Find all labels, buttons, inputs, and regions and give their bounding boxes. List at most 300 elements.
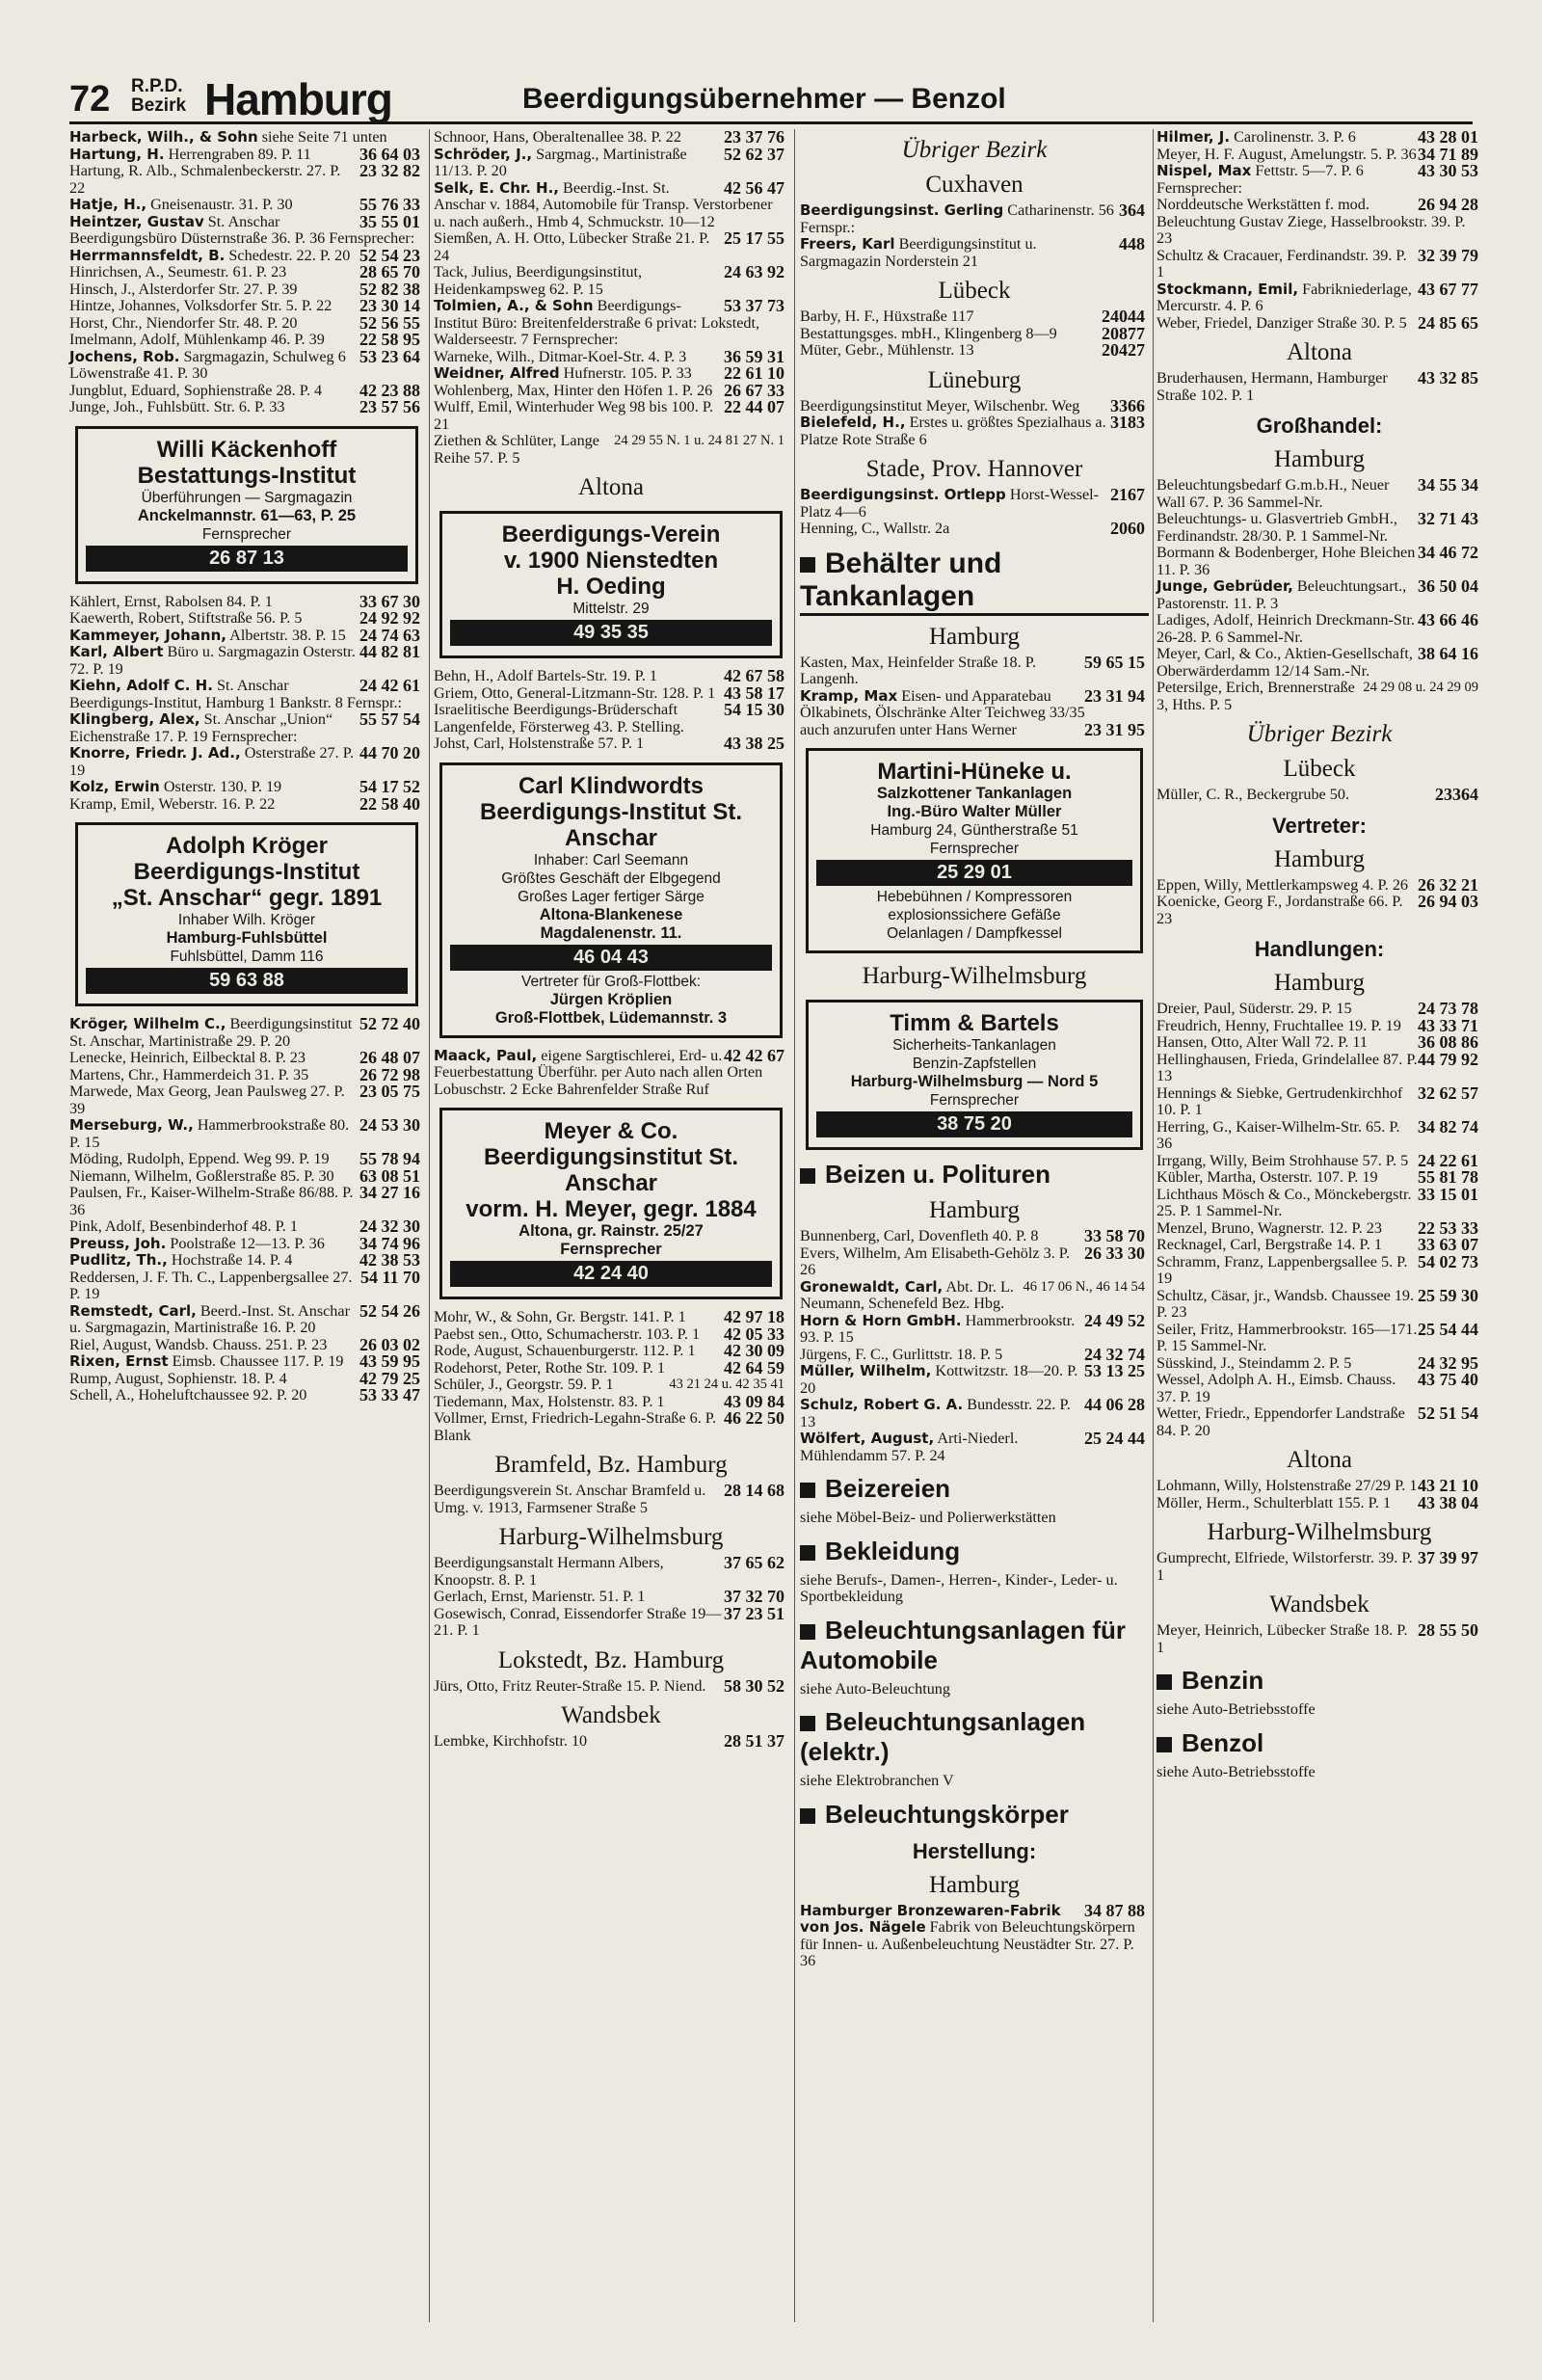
listing-entry (69, 1252, 424, 1270)
place-heading: Lübeck (1283, 756, 1356, 782)
category-heading: Behälter und Tankanlagen (800, 548, 1149, 616)
phone-number: 24 22 61 (1418, 1150, 1478, 1170)
place-heading: Hamburg (929, 623, 1020, 650)
listing-name: Knorre, Friedr. J. Ad., (69, 744, 241, 762)
ad-line: 25 29 01 (816, 860, 1132, 886)
listing-name: Freers, Karl (800, 235, 895, 253)
listing-name: Kolz, Erwin (69, 778, 160, 795)
listing-name: Horn & Horn GmbH. (800, 1311, 962, 1329)
phone-number: 23 31 95 (1084, 719, 1145, 739)
listing-text: Wessel, Adolph A. H., Eimsb. Chauss. 37. P. 19 (1156, 1371, 1396, 1405)
listing-entry (434, 230, 788, 264)
ad-line: Hamburg 24, Güntherstraße 51 (870, 822, 1078, 839)
listing-entry (1156, 1622, 1482, 1656)
listing-name: Harbeck, Wilh., & Sohn (69, 128, 258, 146)
ad-line: H. Oeding (556, 574, 666, 600)
listing-entry (434, 399, 788, 433)
phone-number: 20427 (1102, 340, 1145, 360)
city-name: Hamburg (204, 74, 392, 124)
listing-text: Tack, Julius, Beerdigungsinstitut, Heidenkampsweg 62. P. 15 (434, 263, 643, 298)
listing-entry (1156, 245, 1482, 281)
listing-text: Seiler, Fritz, Hammerbrookstr. 165—171. P. 15 Sammel-Nr. (1156, 1320, 1418, 1354)
listing-text: Beerdigungsanstalt Hermann Albers, Knoopstr. 8. P. 1 (434, 1554, 664, 1589)
listing-text: Siemßen, A. H. Otto, Lübecker Straße 21. P. 24 (434, 229, 710, 264)
phone-number: 52 51 54 (1418, 1404, 1478, 1423)
listing-text: Gumprecht, Elfriede, Wilstorferstr. 39. P. 1 (1156, 1549, 1413, 1584)
listing-text: Reddersen, J. F. Th. C., Lappenbergsallee 27. P. 19 (69, 1268, 353, 1302)
listing-name: Hilmer, J. (1156, 128, 1231, 146)
ad-line: Altona, gr. Rainstr. 25/27 (518, 1222, 704, 1240)
phone-number: 26 72 98 (359, 1064, 420, 1084)
listing-text: Kübler, Martha, Osterstr. 107. P. 19 (1156, 1168, 1378, 1186)
listing-entry (1156, 612, 1482, 646)
listing-entry (1156, 1034, 1482, 1052)
listing-entry (800, 308, 1149, 326)
listing-entry (800, 342, 1149, 360)
listing-name: Merseburg, W., (69, 1116, 194, 1134)
listing-text: Abt. Dr. L. Neumann, Schenefeld Bez. Hbg. (800, 1277, 1014, 1312)
column-divider (429, 129, 430, 2322)
listing-entry (1156, 1251, 1482, 1288)
phone-number: 43 58 17 (724, 682, 784, 703)
listing-text: Barby, H. F., Hüxstraße 117 (800, 308, 974, 325)
listing-text: Israelitische Beerdigungs-Brüderschaft Langenfelde, Försterweg 43. P. Stelling. (434, 701, 684, 735)
listing-entry (69, 1151, 424, 1168)
listing-entry (69, 1117, 424, 1151)
phone-number: 42 79 25 (359, 1368, 420, 1388)
listing-entry (800, 1431, 1149, 1464)
phone-number: 32 62 57 (1418, 1083, 1478, 1103)
phone-number: 23364 (1435, 785, 1478, 804)
listing-entry (800, 1397, 1149, 1431)
column-3 (800, 129, 1149, 2322)
phone-number: 22 58 40 (359, 793, 420, 814)
listing-entry (800, 414, 1149, 448)
listing-text: Horst-Wessel-Platz 4—6 (800, 486, 1100, 521)
ad-line: Überführungen — Sargmagazin (141, 489, 353, 506)
ad-line: Jürgen Kröplien (549, 990, 673, 1008)
see-reference: siehe Möbel-Beiz- und Polierwerkstätten (800, 1509, 1056, 1526)
listing-text: Menzel, Bruno, Wagnerstr. 12. P. 23 (1156, 1218, 1382, 1237)
listing-text: auch anzurufen unter Hans Werner (800, 720, 1017, 738)
phone-number: 42 64 59 (724, 1357, 784, 1377)
listing-name: Maack, Paul, (434, 1046, 538, 1064)
phone-number: 3183 (1110, 413, 1145, 432)
listing-text: Behn, H., Adolf Bartels-Str. 19. P. 1 (434, 667, 658, 684)
ad-line: Harburg-Wilhelmsburg — Nord 5 (850, 1073, 1099, 1090)
listing-text: Wohlenberg, Max, Hinter den Höfen 1. P. 26 (434, 381, 713, 399)
listing-text: Hinsch, J., Alsterdorfer Str. 27. P. 39 (69, 280, 298, 298)
phone-number: 25 54 44 (1418, 1319, 1478, 1339)
listing-text: Herrengraben 89. P. 11 (168, 145, 311, 163)
listing-entry (434, 129, 788, 147)
ad-line: Salzkottener Tankanlagen (876, 785, 1073, 802)
place-heading: Altona (577, 474, 645, 500)
phone-number: 25 17 55 (724, 228, 784, 248)
ad-line: 59 63 88 (86, 968, 408, 994)
listing-entry (434, 264, 788, 298)
place-heading: Cuxhaven (925, 172, 1024, 198)
listing-text: Schultz, Cäsar, jr., Wandsb. Chaussee 19. P. 23 (1156, 1286, 1415, 1321)
phone-number: 26 32 21 (1418, 874, 1478, 895)
listing-text: Wulff, Emil, Winterhuder Weg 98 bis 100. P. 21 (434, 398, 714, 433)
listing-name: Rixen, Ernst (69, 1352, 169, 1370)
phone-number: 43 67 77 (1418, 279, 1478, 299)
phone-number: 33 63 07 (1418, 1235, 1478, 1254)
listing-entry (800, 323, 1149, 343)
phone-number: 37 39 97 (1418, 1548, 1478, 1567)
listing-text: Beleuchtungs- u. Glasvertrieb GmbH., Ferdinandstr. 28/30. P. 1 Sammel-Nr. (1156, 510, 1397, 545)
phone-number: 23 57 56 (359, 397, 420, 416)
listing-text: Fettstr. 5—7. P. 6 Fernsprecher: (1156, 162, 1364, 197)
phone-number: 24 32 74 (1084, 1344, 1145, 1364)
listing-text: Poolstraße 12—13. P. 36 (170, 1234, 325, 1252)
listing-text: Bruderhausen, Hermann, Hamburger Straße 102. P. 1 (1156, 369, 1388, 404)
phone-number: 23 37 76 (724, 127, 784, 147)
phone-number: 32 71 43 (1418, 509, 1478, 528)
listing-name: Wölfert, August, (800, 1430, 935, 1447)
column-divider (794, 129, 795, 2322)
listing-text: Meyer, Carl, & Co., Aktien-Gesellschaft, Oberwärderdamm 12/14 Sam.-Nr. (1156, 645, 1413, 680)
phone-number: 20877 (1102, 323, 1145, 343)
listing-entry (800, 1310, 1149, 1347)
listing-entry (1156, 197, 1482, 248)
listing-entry (69, 163, 424, 197)
listing-entry (434, 1357, 788, 1377)
listing-text: Hufnerstr. 105. P. 33 (563, 364, 692, 382)
ad-line: vorm. H. Meyer, gegr. 1884 (465, 1196, 757, 1222)
listing-entry (434, 1555, 788, 1589)
phone-number: 28 55 50 (1418, 1620, 1478, 1640)
ad-line: Benzin-Zapfstellen (912, 1056, 1037, 1072)
phone-number: 26 33 30 (1084, 1243, 1145, 1263)
listing-entry (1156, 787, 1482, 804)
listing-text: Eppen, Willy, Mettlerkampsweg 4. P. 26 (1156, 875, 1409, 894)
category-heading: Benzol (1156, 1728, 1482, 1758)
listing-text: Beleuchtungsart., Pastorenstr. 11. P. 3 (1156, 577, 1407, 612)
listing-text: Imelmann, Adolf, Mühlenkamp 46. P. 39 (69, 331, 325, 348)
listing-text: Jürgens, F. C., Gurlittstr. 18. P. 5 (800, 1345, 1003, 1363)
listing-text: Meyer, H. F. August, Amelungstr. 5. P. 36 (1156, 145, 1417, 163)
phone-number: 54 15 30 (724, 700, 784, 719)
listing-text: Fabrik von Beleuchtungskörpern für Innen- u. Außenbeleuchtung Neustädter Str. 27. P. 36 (800, 1918, 1135, 1969)
listing-entry (800, 202, 1149, 236)
listing-text: Müter, Gebr., Mühlenstr. 13 (800, 341, 974, 359)
listing-entry (1156, 1116, 1482, 1153)
listing-text: Petersilge, Erich, Brennerstraße 3, Hths. P. 5 (1156, 679, 1355, 713)
phone-number: 42 67 58 (724, 666, 784, 685)
listing-entry (69, 1387, 424, 1404)
phone-number: 52 72 40 (359, 1014, 420, 1033)
listing-text: Sargmag., Martinistraße 11/13. P. 20 (434, 145, 687, 179)
listing-name: Jochens, Rob. (69, 347, 180, 365)
phone-number: 26 94 03 (1418, 892, 1478, 911)
listing-name: Remstedt, Carl, (69, 1301, 197, 1320)
listing-entry (69, 711, 424, 745)
region-label: R.P.D. Bezirk (131, 76, 187, 116)
listing-text: Hansen, Otto, Alter Wall 72. P. 11 (1156, 1033, 1369, 1051)
ad-line: Timm & Bartels (890, 1010, 1059, 1036)
listing-entry (69, 298, 424, 315)
listing-text: Schramm, Franz, Lappenbergsallee 5. P. 19 (1156, 1252, 1408, 1287)
category-heading: Benzin (1156, 1666, 1482, 1696)
listing-entry (1156, 1478, 1482, 1495)
phone-number: 26 48 07 (359, 1048, 420, 1067)
phone-number: 44 06 28 (1084, 1395, 1145, 1414)
place-heading: Lüneburg (927, 366, 1022, 393)
ad-line: Carl Klindwordts (518, 772, 704, 799)
ad-line: Groß-Flottbek, Lüdemannstr. 3 (494, 1008, 728, 1027)
phone-number: 25 59 30 (1418, 1285, 1478, 1305)
place-heading: Harburg-Wilhelmsburg (862, 963, 1087, 989)
phone-number: 54 02 73 (1418, 1251, 1478, 1271)
phone-number: 3366 (1110, 395, 1145, 415)
phone-number: 55 57 54 (359, 709, 420, 729)
phone-number: 33 15 01 (1418, 1184, 1478, 1204)
listing-entry (800, 685, 1149, 722)
listing-entry (1156, 477, 1482, 511)
column-divider (1153, 129, 1154, 2322)
listing-entry (1156, 1372, 1482, 1405)
ad-line: Willi Käckenhoff (156, 436, 337, 463)
section-heading: Großhandel: (1256, 414, 1383, 438)
ad-line: Martini-Hüneke u. (877, 759, 1072, 785)
listing-text: Warneke, Wilh., Ditmar-Koel-Str. 4. P. 3 (434, 347, 687, 365)
listing-text: Kramp, Emil, Weberstr. 16. P. 22 (69, 794, 276, 813)
phone-number: 33 67 30 (359, 591, 420, 611)
ad-line: 38 75 20 (816, 1111, 1132, 1137)
ad-line: Fernsprecher (560, 1241, 662, 1258)
place-heading: Stade, Prov. Hannover (865, 456, 1083, 482)
ad-line: Inhaber: Carl Seemann (533, 851, 689, 869)
place-heading: Hamburg (1274, 970, 1365, 996)
listing-name: Karl, Albert (69, 643, 164, 660)
listing-entry (1156, 163, 1482, 197)
phone-number: 24 73 78 (1418, 999, 1478, 1018)
phone-number: 43 66 46 (1418, 610, 1478, 629)
ad-line: 42 24 40 (450, 1261, 772, 1287)
phone-number: 43 32 85 (1418, 368, 1478, 388)
listing-entry (434, 735, 788, 753)
listing-entry (1156, 1184, 1482, 1220)
phone-number: 24 92 92 (359, 608, 420, 628)
listing-entry (434, 298, 788, 349)
ad-line: Fernsprecher (201, 525, 292, 543)
listing-text: Büro u. Sargmagazin Osterstr. 72. P. 19 (69, 643, 356, 678)
listing-text: Rodehorst, Peter, Rothe Str. 109. P. 1 (434, 1358, 665, 1377)
listing-entry (800, 395, 1149, 415)
listing-name: Pudlitz, Th., (69, 1251, 168, 1269)
listing-entry (800, 719, 1149, 739)
phone-number: 36 64 03 (359, 144, 420, 164)
phone-number: 55 76 33 (359, 195, 420, 214)
ad-line: Anckelmannstr. 61—63, P. 25 (137, 506, 357, 524)
listing-entry (434, 1343, 788, 1360)
ad-line: Adolph Kröger (166, 833, 328, 859)
phone-number: 55 81 78 (1418, 1167, 1478, 1187)
listing-name: Beerdigungsinst. Gerling (800, 201, 1004, 219)
listing-text: siehe Seite 71 unten (261, 128, 387, 146)
listing-text: Eisen- und Apparatebau Ölkabinets, Ölschränke Alter Teichweg 33/35 (800, 686, 1085, 721)
ad-line: „St. Anschar“ gegr. 1891 (111, 885, 383, 911)
listing-entry (1156, 1237, 1482, 1254)
listing-text: Hinrichsen, A., Seumestr. 61. P. 23 (69, 263, 287, 281)
place-heading: Altona (1286, 1447, 1353, 1473)
listing-entry (69, 197, 424, 214)
phone-number: 2060 (1110, 519, 1145, 538)
listing-text: Weber, Friedel, Danziger Straße 30. P. 5 (1156, 313, 1407, 332)
listing-text: Gerlach, Ernst, Marienstr. 51. P. 1 (434, 1588, 646, 1605)
phone-number: 24 29 55 N. 1 u. 24 81 27 N. 1 (614, 433, 784, 448)
listing-text: Osterstr. 130. P. 19 (163, 778, 282, 795)
listing-entry (1156, 680, 1482, 713)
listing-entry (69, 793, 424, 814)
listing-entry (1156, 1285, 1482, 1322)
listing-text: Kählert, Ernst, Rabolsen 84. P. 1 (69, 592, 273, 610)
listing-entry (800, 1900, 1149, 1970)
phone-number: 53 33 47 (359, 1385, 420, 1404)
phone-number: 28 51 37 (724, 1731, 784, 1751)
phone-number: 23 31 94 (1084, 685, 1145, 706)
phone-number: 34 55 34 (1418, 475, 1478, 495)
phone-number: 23 30 14 (359, 296, 420, 315)
listing-text: Müller, C. R., Beckergrube 50. (1156, 786, 1350, 803)
phone-number: 37 32 70 (724, 1587, 784, 1606)
phone-number: 22 44 07 (724, 397, 784, 416)
listing-entry (1156, 894, 1482, 927)
phone-number: 42 97 18 (724, 1307, 784, 1326)
category-heading: Beleuchtungsanlagen (elektr.) (800, 1707, 1149, 1767)
phone-number: 22 53 33 (1418, 1217, 1478, 1238)
phone-number: 53 37 73 (724, 296, 784, 315)
listing-text: Paebst sen., Otto, Schumacherstr. 103. P. 1 (434, 1324, 701, 1343)
place-heading: Harburg-Wilhelmsburg (498, 1524, 724, 1550)
listing-entry (1156, 646, 1482, 680)
listing-name: Schröder, J., (434, 145, 533, 163)
listing-text: Pink, Adolf, Besenbinderhof 48. P. 1 (69, 1217, 298, 1235)
phone-number: 34 27 16 (359, 1183, 420, 1202)
listing-entry (69, 211, 424, 248)
phone-number: 24 32 95 (1418, 1352, 1478, 1373)
phone-number: 26 03 02 (359, 1334, 420, 1354)
phone-number: 43 38 04 (1418, 1492, 1478, 1512)
phone-number: 24 74 63 (359, 625, 420, 645)
page-header (69, 75, 1473, 125)
listing-entry (1156, 578, 1482, 612)
phone-number: 448 (1119, 234, 1145, 254)
ad-line: Größtes Geschäft der Elbgegend (501, 869, 721, 887)
listing-name: Hamburger Bronzewaren-Fabrik von Jos. Nägele (800, 1901, 1061, 1936)
listing-name: Schulz, Robert G. A. (800, 1396, 964, 1413)
ad-line: Oelanlagen / Dampfkessel (887, 925, 1062, 942)
phone-number: 43 59 95 (359, 1351, 420, 1371)
listing-text: Vollmer, Ernst, Friedrich-Legahn-Straße 6. P. Blank (434, 1409, 717, 1444)
listing-name: Kiehn, Adolf C. H. (69, 677, 213, 694)
phone-number: 42 38 53 (359, 1250, 420, 1270)
phone-number: 44 82 81 (359, 642, 420, 661)
listing-text: Koenicke, Georg F., Jordanstraße 66. P. 23 (1156, 893, 1403, 927)
listing-text: Mohr, W., & Sohn, Gr. Bergstr. 141. P. 1 (434, 1308, 686, 1325)
listing-text: Hammerbrookstr. 93. P. 15 (800, 1311, 1076, 1346)
column-4 (1156, 129, 1482, 2322)
listing-text: Beerdig.-Inst. St. Anschar v. 1884, Automobile für Transp. Verstorbener u. nach außerh., Hmb 4, Schmuckstr. 10—12 (434, 178, 773, 230)
phone-number: 26 67 33 (724, 380, 784, 400)
ad-line: Inhaber Wilh. Kröger (177, 912, 316, 928)
ad-line: Großes Lager fertiger Särge (518, 888, 705, 905)
listing-entry (434, 1410, 788, 1444)
ad-line: Hebebühnen / Kompressoren (876, 889, 1073, 905)
phone-number: 24 42 61 (359, 676, 420, 695)
phone-number: 2167 (1110, 485, 1145, 504)
listing-entry (69, 399, 424, 416)
ad-line: Mittelstr. 29 (572, 601, 650, 617)
phone-number: 24 32 30 (359, 1217, 420, 1236)
listing-entry (434, 668, 788, 685)
phone-number: 22 61 10 (724, 363, 784, 383)
header-rule (69, 121, 1473, 124)
listing-entry (800, 652, 1149, 688)
listing-entry (800, 236, 1149, 270)
column-2 (434, 129, 788, 2322)
listing-text: Recknagel, Carl, Bergstraße 14. P. 1 (1156, 1236, 1382, 1253)
phone-number: 33 58 70 (1084, 1226, 1145, 1245)
ad-line: Vertreter für Groß-Flottbek: (520, 973, 702, 990)
ad-line: Meyer & Co. (544, 1118, 678, 1144)
place-heading: Wandsbek (561, 1702, 661, 1728)
phone-number: 52 56 55 (359, 312, 420, 333)
listing-text: Tiedemann, Max, Holstenstr. 83. P. 1 (434, 1392, 665, 1410)
listing-entry (1156, 1319, 1482, 1355)
place-heading: Wandsbek (1269, 1591, 1369, 1618)
phone-number: 43 38 25 (724, 734, 784, 753)
listing-text: Bormann & Bodenberger, Hohe Bleichen 11. P. 36 (1156, 544, 1416, 578)
listing-entry (1156, 1085, 1482, 1119)
listing-text: Hartung, R. Alb., Schmalenbeckerstr. 27. P. 22 (69, 162, 341, 197)
listing-text: Catharinenstr. 56 Fernspr.: (800, 201, 1114, 236)
phone-number: 42 56 47 (724, 177, 784, 198)
listing-entry (434, 1603, 788, 1640)
phone-number: 52 54 26 (359, 1300, 420, 1321)
listing-text: Jungblut, Eduard, Sophienstraße 28. P. 4 (69, 381, 323, 399)
phone-number: 36 50 04 (1418, 576, 1478, 596)
place-heading: Hamburg (1274, 845, 1365, 872)
listing-text: Lembke, Kirchhofstr. 10 (434, 1732, 588, 1750)
listing-text: Carolinenstr. 3. P. 6 (1234, 128, 1356, 146)
listing-entry (434, 433, 788, 467)
listing-entry (434, 1045, 788, 1099)
listing-entry (69, 1267, 424, 1303)
phone-number: 63 08 51 (359, 1165, 420, 1186)
advertisement-box (806, 1000, 1143, 1150)
listing-text: Rode, August, Schauenburgerstr. 112. P. 1 (434, 1342, 696, 1359)
listing-text: Herring, G., Kaiser-Wilhelm-Str. 65. P. 36 (1156, 1117, 1400, 1152)
listing-text: Paulsen, Fr., Kaiser-Wilhelm-Straße 86/88. P. 36 (69, 1184, 354, 1218)
phone-number: 52 82 38 (359, 279, 420, 299)
phone-number: 53 13 25 (1084, 1361, 1145, 1380)
listing-text: St. Anschar Beerdigungsbüro Düsternstraße 36. P. 36 Fernsprecher: (69, 212, 415, 247)
category-heading: Beizereien (800, 1474, 1149, 1504)
listing-entry (1156, 281, 1482, 315)
listing-entry (1156, 1001, 1482, 1018)
listing-entry (69, 1083, 424, 1117)
phone-number: 42 42 67 (724, 1045, 784, 1065)
listing-text: Beerdigungsverein St. Anschar Bramfeld u. Umg. v. 1913, Farmsener Straße 5 (434, 1482, 706, 1516)
listing-entry (69, 1300, 424, 1337)
phone-number: 55 78 94 (359, 1149, 420, 1168)
listing-name: Klingberg, Alex, (69, 710, 200, 728)
listing-text: Möller, Herm., Schulterblatt 155. P. 1 (1156, 1493, 1392, 1511)
place-heading: Harburg-Wilhelmsburg (1207, 1519, 1432, 1545)
